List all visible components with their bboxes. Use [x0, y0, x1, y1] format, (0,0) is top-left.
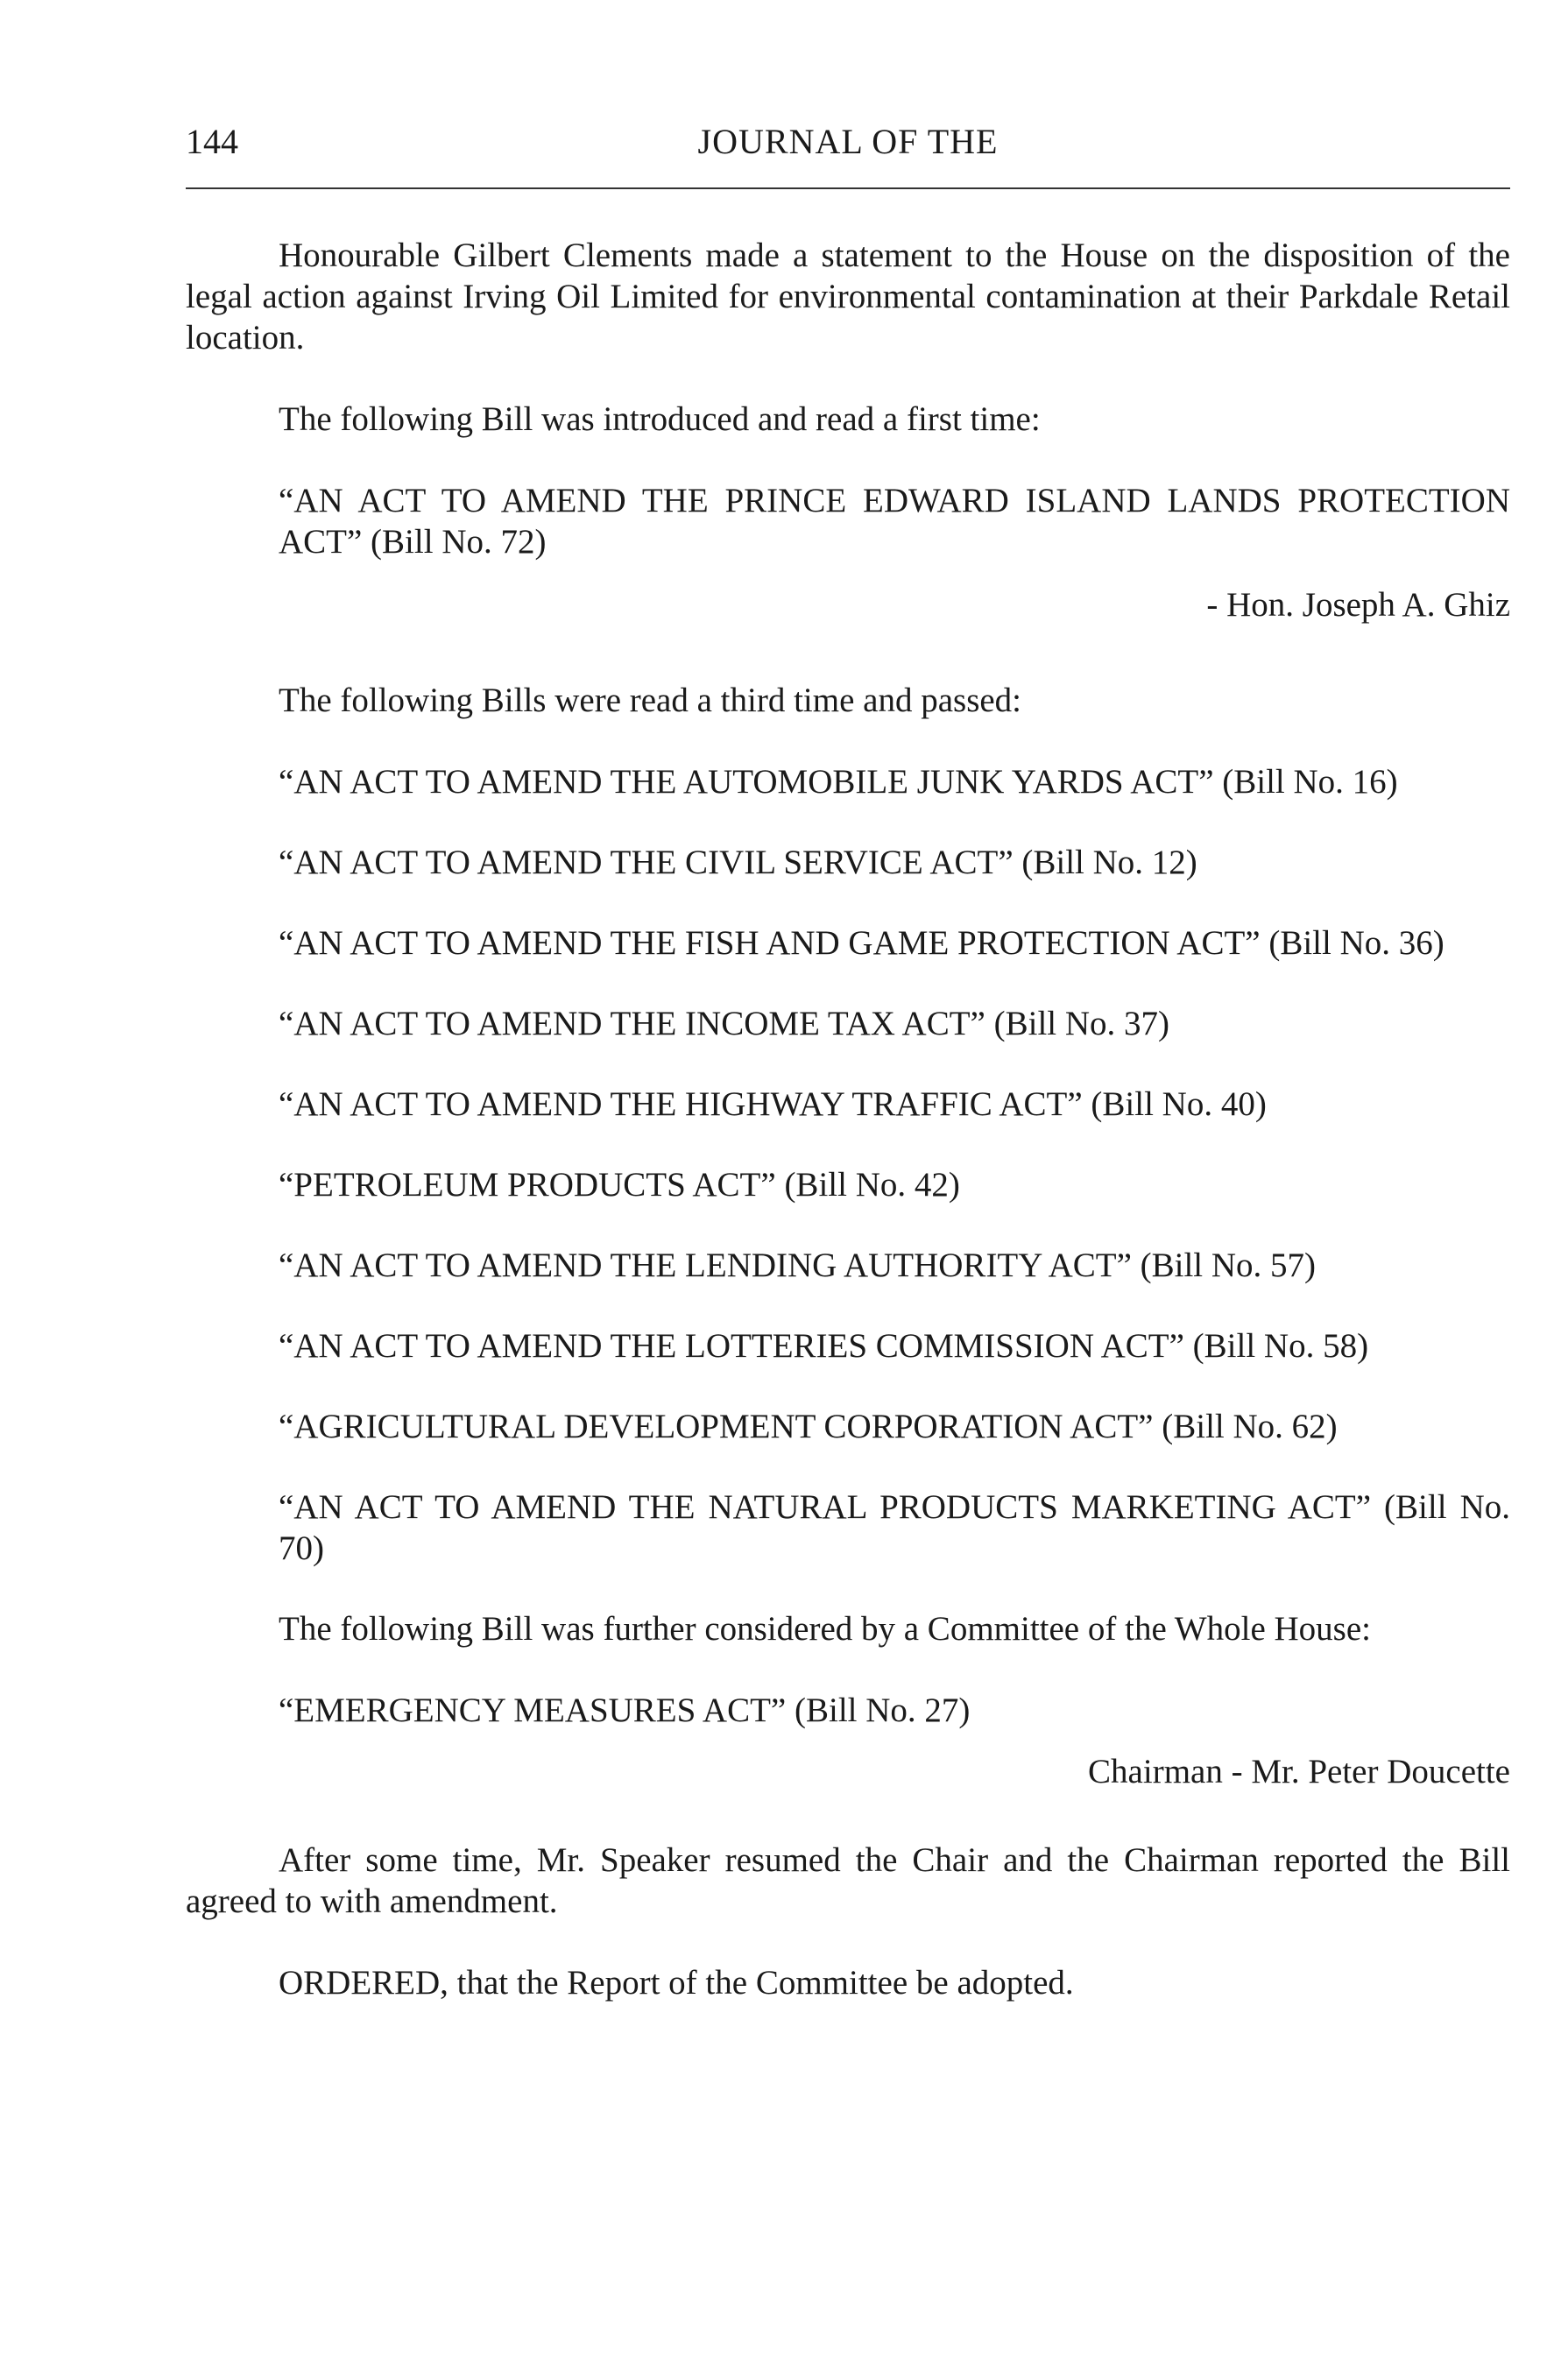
bill-entry: “AN ACT TO AMEND THE HIGHWAY TRAFFIC ACT” (Bill No. 40) [279, 1085, 1267, 1123]
statement-paragraph: Honourable Gilbert Clements made a statement to the House on the disposition of the legal action against Irving Oil Limited for environmental contamination at their Parkdale Retail location. [186, 237, 1510, 357]
first-reading-bill: “AN ACT TO AMEND THE PRINCE EDWARD ISLAND LANDS PROTECTION ACT” (Bill No. 72) [279, 482, 1510, 561]
bill-entry: “AGRICULTURAL DEVELOPMENT CORPORATION ACT” (Bill No. 62) [279, 1408, 1338, 1445]
speaker-resumed-paragraph: After some time, Mr. Speaker resumed the Chair and the Chairman reported the Bill agreed to with amendment. [186, 1841, 1510, 1920]
ordered-paragraph: ORDERED, that the Report of the Committee be adopted. [279, 1964, 1074, 2002]
committee-chairman: Chairman - Mr. Peter Doucette [1088, 1753, 1510, 1790]
first-reading-intro: The following Bill was introduced and read a first time: [279, 400, 1041, 438]
committee-bill: “EMERGENCY MEASURES ACT” (Bill No. 27) [279, 1691, 971, 1729]
page-body [186, 235, 1510, 2044]
committee-intro: The following Bill was further considered by a Committee of the Whole House: [279, 1610, 1371, 1648]
header-rule [186, 187, 1510, 189]
page-number: 144 [186, 122, 238, 161]
first-reading-sponsor: - Hon. Joseph A. Ghiz [1206, 586, 1510, 624]
bill-entry: “AN ACT TO AMEND THE NATURAL PRODUCTS MARKETING ACT” (Bill No. 70) [279, 1488, 1510, 1567]
running-head: JOURNAL OF THE [697, 122, 999, 161]
bill-entry: “AN ACT TO AMEND THE LOTTERIES COMMISSION ACT” (Bill No. 58) [279, 1327, 1369, 1365]
page-header [186, 116, 1510, 168]
bill-entry: “AN ACT TO AMEND THE LENDING AUTHORITY ACT” (Bill No. 57) [279, 1246, 1317, 1284]
bill-entry: “AN ACT TO AMEND THE CIVIL SERVICE ACT” (Bill No. 12) [279, 844, 1197, 881]
third-reading-intro: The following Bills were read a third time and passed: [279, 682, 1022, 719]
bill-entry: “AN ACT TO AMEND THE FISH AND GAME PROTECTION ACT” (Bill No. 36) [279, 924, 1444, 962]
bill-entry: “AN ACT TO AMEND THE AUTOMOBILE JUNK YARDS ACT” (Bill No. 16) [279, 763, 1398, 801]
bill-entry: “PETROLEUM PRODUCTS ACT” (Bill No. 42) [279, 1166, 960, 1204]
bill-entry: “AN ACT TO AMEND THE INCOME TAX ACT” (Bill No. 37) [279, 1005, 1170, 1042]
